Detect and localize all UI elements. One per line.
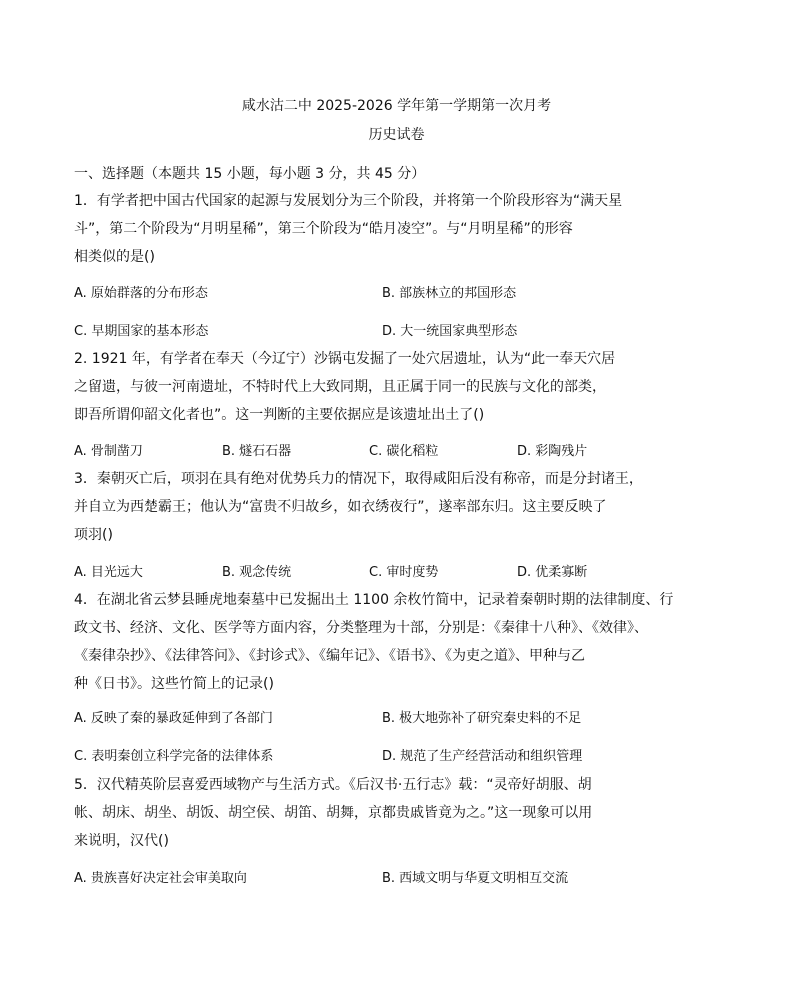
question-line: 即吾所谓仰韶文化者也”。这一判断的主要依据应是该遗址出土了() — [74, 407, 485, 423]
option-d[interactable]: D. 大一统国家典型形态 — [382, 324, 518, 339]
question-line: 2. 1921 年，有学者在奉天（今辽宁）沙锅屯发掘了一处穴居遗址，认为“此一奉天穴居 — [74, 351, 616, 367]
question-line: 项羽() — [74, 527, 113, 543]
exam-subtitle: 历史试卷 — [368, 127, 425, 143]
question-line: 1．有学者把中国古代国家的起源与发展划分为三个阶段，并将第一个阶段形容为“满天星 — [74, 193, 623, 209]
option-c[interactable]: C. 碳化稻粒 — [369, 444, 439, 459]
option-d[interactable]: D. 规范了生产经营活动和组织管理 — [382, 749, 583, 764]
option-b[interactable]: B. 燧石石器 — [222, 444, 292, 459]
question-line: 《秦律杂抄》、《法律答问》、《封诊式》、《编年记》、《语书》、《为吏之道》、甲种与乙 — [74, 648, 585, 664]
question-line: 政文书、经济、文化、医学等方面内容，分类整理为十部，分别是：《秦律十八种》、《效律》、 — [74, 620, 648, 636]
question-line: 之留遗，与彼一河南遗址，不特时代上大致同期，且正属于同一的民族与文化的部类， — [74, 379, 606, 395]
question-line: 种《日书》。这些竹简上的记录() — [74, 676, 274, 692]
option-b[interactable]: B. 极大地弥补了研究秦史料的不足 — [382, 711, 582, 726]
option-a[interactable]: A. 贵族喜好决定社会审美取向 — [74, 871, 247, 886]
option-c[interactable]: C. 表明秦创立科学完备的法律体系 — [74, 749, 274, 764]
question-line: 帐、胡床、胡坐、胡饭、胡空侯、胡笛、胡舞，京都贵戚皆竟为之。”这一现象可以用 — [74, 805, 593, 821]
option-b[interactable]: B. 观念传统 — [222, 565, 292, 580]
question-line: 并自立为西楚霸王；他认为“富贵不归故乡，如衣绣夜行”，遂率部东归。这主要反映了 — [74, 499, 607, 515]
option-a[interactable]: A. 骨制凿刀 — [74, 444, 143, 459]
question-line: 3．秦朝灭亡后，项羽在具有绝对优势兵力的情况下，取得咸阳后没有称帝，而是分封诸王， — [74, 471, 643, 487]
exam-title: 咸水沽二中 2025-2026 学年第一学期第一次月考 — [241, 98, 552, 114]
option-b[interactable]: B. 西域文明与华夏文明相互交流 — [382, 871, 569, 886]
option-a[interactable]: A. 目光远大 — [74, 565, 143, 580]
question-line: 4．在湖北省云梦县睡虎地秦墓中已发掘出土 1100 余枚竹简中，记录着秦朝时期的法律制度、行 — [74, 592, 674, 608]
question-line: 5．汉代精英阶层喜爱西域物产与生活方式。《后汉书·五行志》载：“灵帝好胡服、胡 — [74, 777, 592, 793]
question-line: 来说明，汉代() — [74, 833, 169, 849]
section-heading: 一、选择题（本题共 15 小题，每小题 3 分，共 45 分） — [74, 166, 426, 182]
option-b[interactable]: B. 部族林立的邦国形态 — [382, 286, 517, 301]
option-d[interactable]: D. 彩陶残片 — [517, 444, 588, 459]
option-d[interactable]: D. 优柔寡断 — [517, 565, 588, 580]
option-a[interactable]: A. 反映了秦的暴政延伸到了各部门 — [74, 711, 273, 726]
question-line: 斗”，第二个阶段为“月明星稀”，第三个阶段为“皓月凌空”。与“月明星稀”的形容 — [74, 221, 573, 237]
option-c[interactable]: C. 早期国家的基本形态 — [74, 324, 209, 339]
question-line: 相类似的是() — [74, 249, 155, 265]
option-c[interactable]: C. 审时度势 — [369, 565, 439, 580]
option-a[interactable]: A. 原始群落的分布形态 — [74, 286, 208, 301]
